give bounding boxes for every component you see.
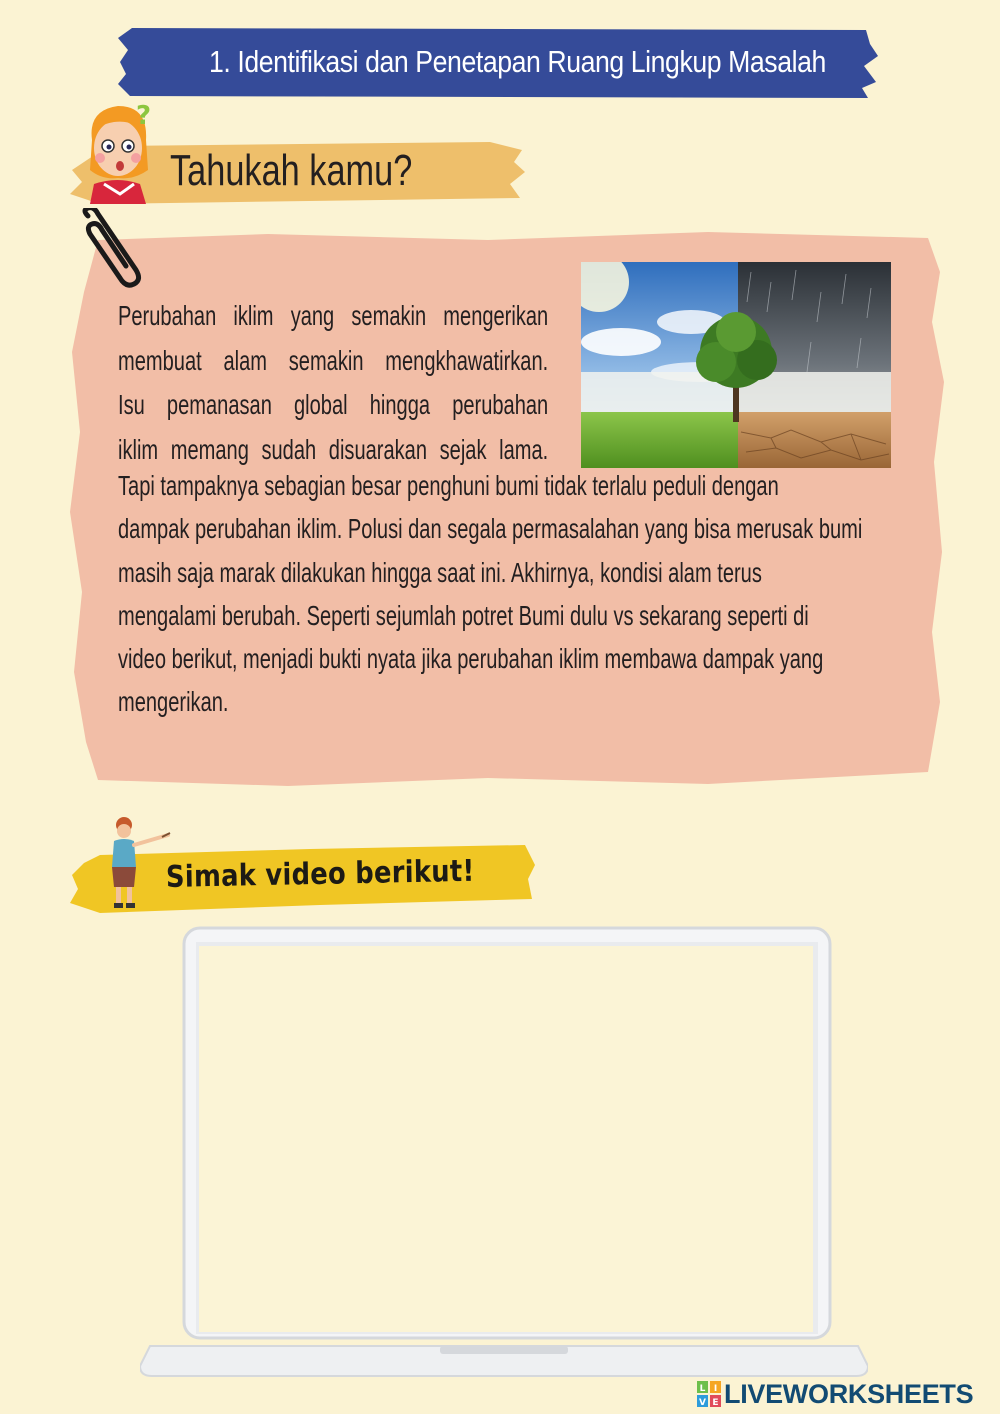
svg-text:I: I — [713, 1384, 718, 1394]
simak-video-label: Simak video berikut! — [165, 853, 475, 895]
page-title: 1. Identifikasi dan Penetapan Ruang Lingkup Masalah — [209, 44, 826, 79]
teacher-pointer-icon — [102, 815, 172, 910]
body-paragraph — [118, 464, 892, 724]
footer-brand[interactable]: LIVEWORKSHEETS — [724, 1379, 974, 1409]
svg-text:?: ? — [136, 101, 152, 131]
paragraph-line: masih saja marak dilakukan hingga saat ini. Akhirnya, kondisi alam terus — [118, 556, 762, 588]
section-title-tahukah: Tahukah kamu? — [170, 146, 413, 195]
climate-contrast-photo — [581, 262, 891, 468]
paragraph-line: Perubahan iklim yang semakin mengerikan — [118, 300, 549, 331]
paragraph-line: dampak perubahan iklim. Polusi dan segala permasalahan yang bisa merusak bumi — [118, 513, 863, 545]
svg-text:V: V — [699, 1398, 706, 1408]
liveworksheets-logo-icon — [696, 1378, 722, 1410]
paragraph-line: video berikut, menjadi bukti nyata jika perubahan iklim membawa dampak yang — [118, 643, 824, 675]
paragraph-line: mengalami berubah. Seperti sejumlah potret Bumi dulu vs sekarang seperti di — [118, 599, 809, 631]
paragraph-line: iklim memang sudah disuarakan sejak lama. — [118, 433, 549, 465]
svg-text:L: L — [699, 1384, 706, 1394]
video-embed-area[interactable] — [199, 946, 813, 1332]
paragraph-line: Isu pemanasan global hingga perubahan — [118, 389, 549, 420]
paragraph-line: membuat alam semakin mengkhawatirkan. — [118, 344, 549, 376]
thinking-girl-icon — [74, 100, 164, 208]
intro-paragraph — [118, 294, 548, 472]
paperclip-icon — [78, 208, 148, 288]
paragraph-line: mengerikan. — [118, 686, 229, 718]
svg-text:E: E — [712, 1398, 719, 1408]
paragraph-line: Tapi tampaknya sebagian besar penghuni bumi tidak terlalu peduli dengan — [118, 470, 779, 501]
